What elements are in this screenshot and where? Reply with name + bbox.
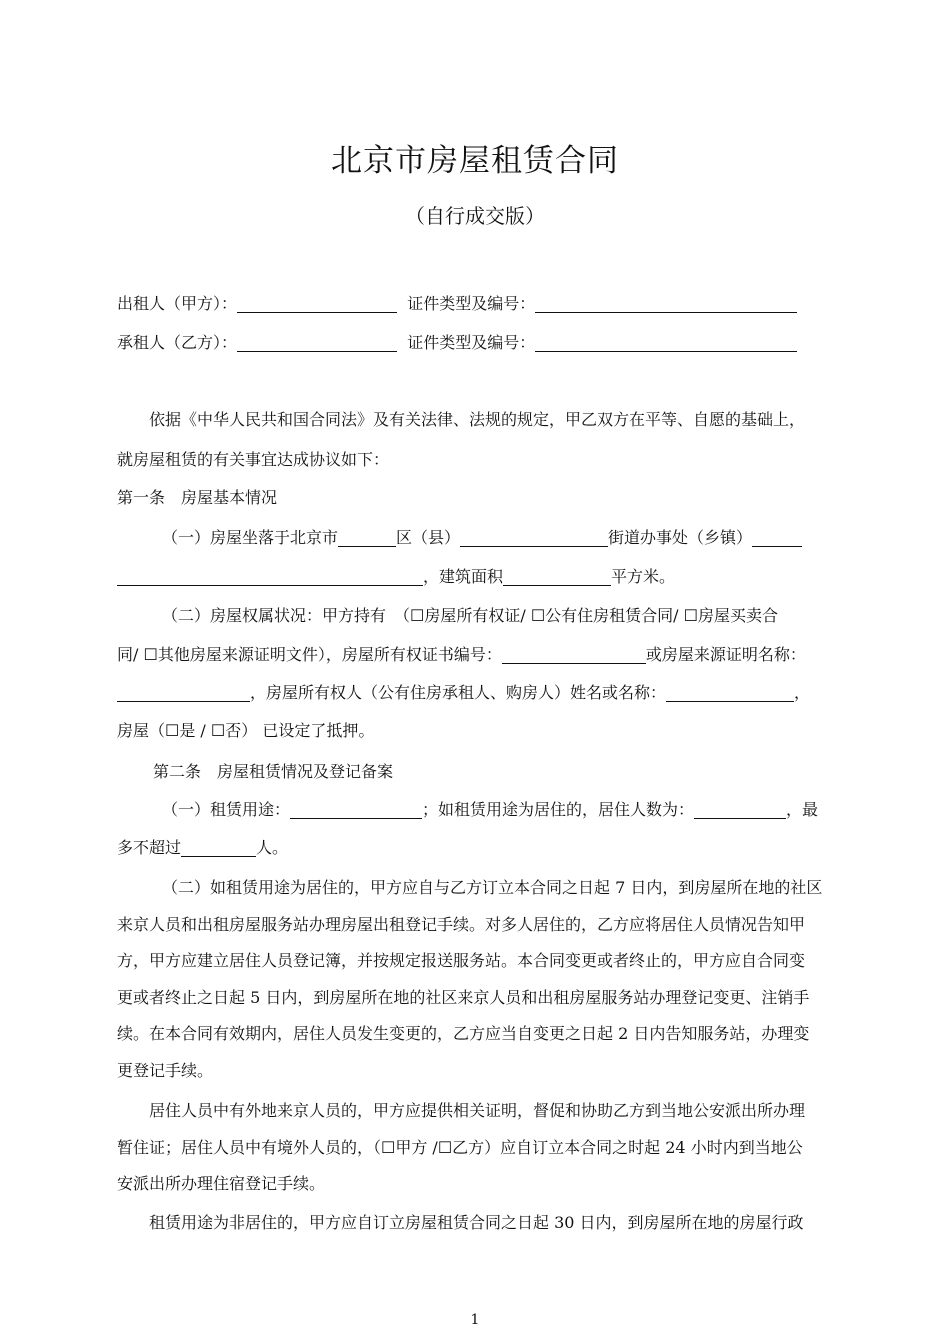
floor-area-blank bbox=[503, 567, 611, 586]
paragraph-4-line-1: 租赁用途为非居住的，甲方应自订立房屋租赁合同之日起 30 日内，到房屋所在地的房屋行政 bbox=[149, 1213, 804, 1232]
article-1-item-1-line-1 bbox=[117, 526, 880, 550]
address-blank bbox=[117, 567, 423, 586]
article-1-item-2-line-4: 房屋（☐是 / ☐否） 已设定了抵押。 bbox=[117, 721, 375, 740]
party-a-id-label: 证件类型及编号： bbox=[407, 294, 536, 313]
lease-purpose-text: （一）租赁用途： bbox=[162, 800, 291, 819]
certificate-number-text: 同/ ☐其他房屋来源证明文件），房屋所有权证书编号： bbox=[117, 645, 502, 664]
party-a-line bbox=[117, 292, 835, 316]
party-b-id-label: 证件类型及编号： bbox=[407, 333, 536, 352]
article-1-item-1-line-2 bbox=[117, 565, 835, 589]
square-meter-text: 平方米。 bbox=[611, 567, 676, 586]
party-b-id-blank bbox=[535, 333, 797, 352]
article-2-item-2-line-4: 更或者终止之日起 5 日内，到房屋所在地的社区来京人员和出租房屋服务站办理登记变更、注销手 bbox=[117, 988, 810, 1007]
article-1-item-2-line-2 bbox=[117, 643, 835, 667]
article-2-item-2-line-1: （二）如租赁用途为居住的，甲方应自与乙方订立本合同之日起 7 日内，到房屋所在地的社区 bbox=[162, 878, 823, 897]
article-2-item-2-line-6: 更登记手续。 bbox=[117, 1061, 214, 1080]
owner-name-text: ，房屋所有权人（公有住房承租人、购房人）姓名或名称： bbox=[250, 683, 667, 702]
article-1-item-2-line-1: （二）房屋权属状况：甲方持有 （☐房屋所有权证/ ☐公有住房租赁合同/ ☐房屋买卖合 bbox=[162, 606, 778, 625]
occupant-count-text: ；如租赁用途为居住的，居住人数为： bbox=[422, 800, 695, 819]
article-2-item-1-line-1 bbox=[117, 798, 880, 822]
town-blank bbox=[752, 528, 802, 547]
paragraph-3-line-3: 安派出所办理住宿登记手续。 bbox=[117, 1174, 326, 1193]
location-city-text: （一）房屋坐落于北京市 bbox=[162, 528, 339, 547]
street-office-text: 街道办事处（乡镇） bbox=[608, 528, 753, 547]
lease-purpose-blank bbox=[290, 800, 422, 819]
paragraph-3-line-2: 暂住证；居住人员中有境外人员的，（☐甲方 /☐乙方）应自订立本合同之时起 24 小时内到当地公 bbox=[117, 1138, 803, 1157]
page-title: 北京市房屋租赁合同 bbox=[331, 143, 619, 179]
party-a-name-blank bbox=[237, 294, 397, 313]
article-2-item-2-line-5: 续。在本合同有效期内，居住人员发生变更的，乙方应当自变更之日起 2 日内告知服务站，办理变 bbox=[117, 1024, 810, 1043]
article-2-item-1-line-2 bbox=[117, 836, 835, 860]
owner-name-blank bbox=[666, 683, 794, 702]
district-blank bbox=[338, 528, 396, 547]
article-1-heading: 第一条 房屋基本情况 bbox=[117, 488, 278, 507]
certificate-number-blank bbox=[502, 645, 646, 664]
article-2-heading: 第二条 房屋租赁情况及登记备案 bbox=[153, 762, 394, 781]
party-b-name-blank bbox=[237, 333, 397, 352]
article-2-item-2-line-2: 来京人员和出租房屋服务站办理房屋出租登记手续。对多人居住的，乙方应将居住人员情况告知甲 bbox=[117, 915, 806, 934]
max-text: ，最 bbox=[786, 800, 819, 819]
party-a-id-blank bbox=[535, 294, 797, 313]
party-a-label: 出租人（甲方）： bbox=[117, 294, 238, 313]
preamble-line-1: 依据《中华人民共和国合同法》及有关法律、法规的规定，甲乙双方在平等、自愿的基础上， bbox=[149, 410, 806, 429]
page-number: 1 bbox=[470, 1312, 480, 1328]
paragraph-3-line-1: 居住人员中有外地来京人员的，甲方应提供相关证明，督促和协助乙方到当地公安派出所办理 bbox=[149, 1101, 806, 1120]
source-proof-blank bbox=[117, 683, 250, 702]
source-proof-text: 或房屋来源证明名称： bbox=[645, 645, 806, 664]
preamble-line-2: 就房屋租赁的有关事宜达成协议如下： bbox=[117, 450, 390, 469]
not-exceed-text: 多不超过 bbox=[117, 838, 182, 857]
max-occupant-blank bbox=[181, 838, 256, 857]
article-2-item-2-line-3: 方，甲方应建立居住人员登记簿，并按规定报送服务站。本合同变更或者终止的，甲方应自合同变 bbox=[117, 951, 806, 970]
party-b-label: 承租人（乙方）： bbox=[117, 333, 238, 352]
floor-area-text: ，建筑面积 bbox=[423, 567, 504, 586]
street-blank bbox=[460, 528, 608, 547]
comma-text: ， bbox=[794, 683, 811, 702]
page-subtitle: （自行成交版） bbox=[405, 204, 545, 228]
persons-text: 人。 bbox=[256, 838, 289, 857]
district-text: 区（县） bbox=[396, 528, 461, 547]
party-b-line bbox=[117, 331, 835, 355]
article-1-item-2-line-3 bbox=[117, 681, 835, 705]
occupant-count-blank bbox=[694, 800, 786, 819]
